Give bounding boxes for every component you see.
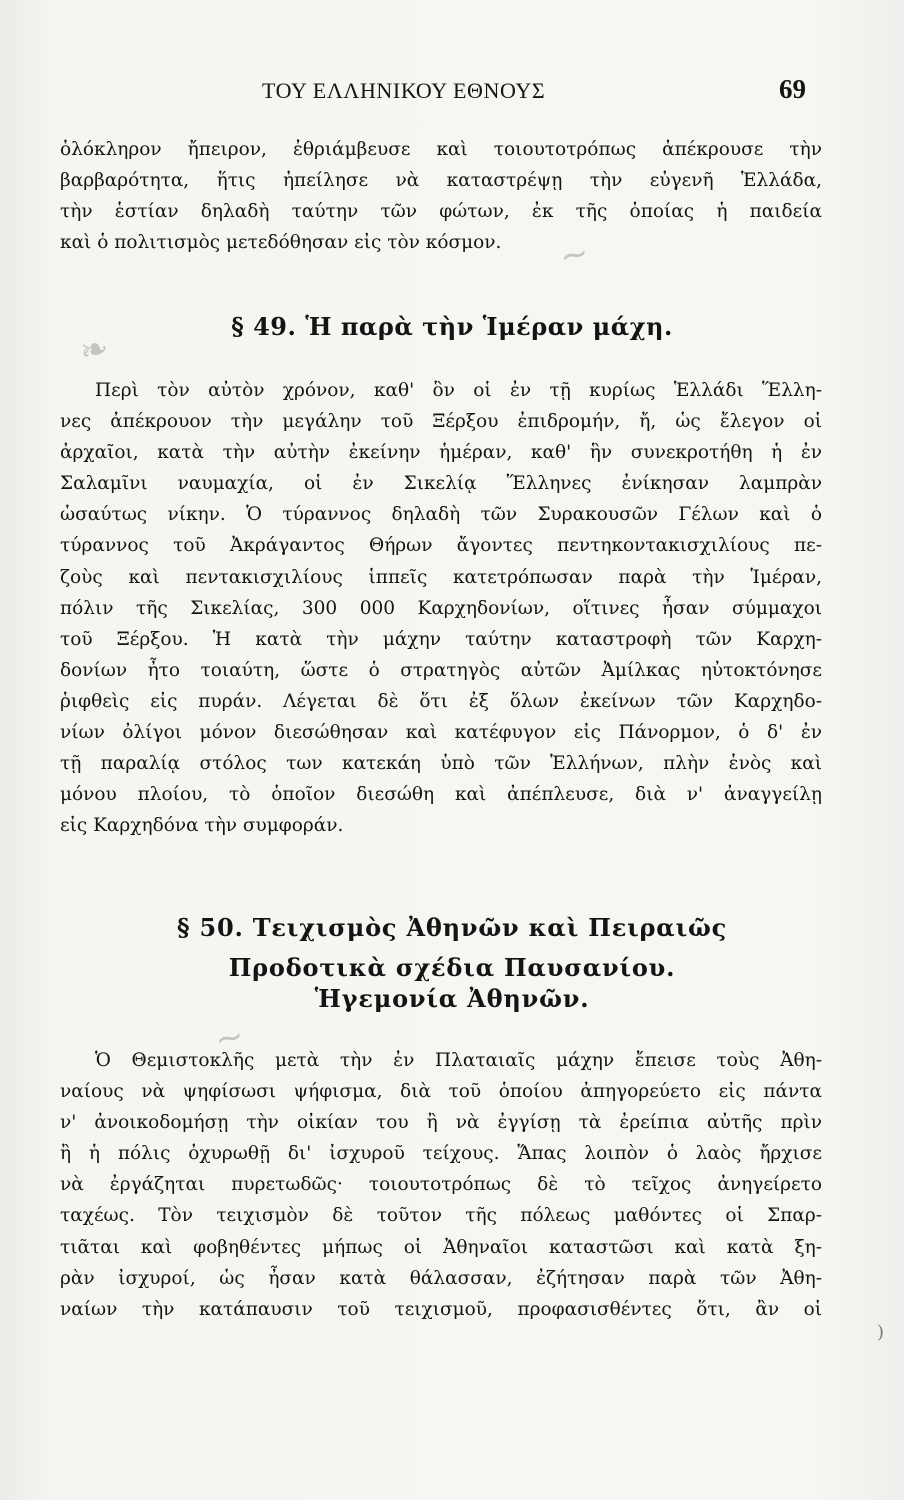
text-line: ταχέως. Τὸν τειχισμὸν δὲ τοῦτον τῆς πόλεως μαθόντες οἱ Σπαρ-	[60, 1205, 822, 1227]
section-50-heading-line2: Προδοτικὰ σχέδια Παυσανίου.	[228, 953, 676, 982]
paragraph-section-50	[60, 1045, 822, 1325]
text-line: Σαλαμῖνι ναυμαχία, οἱ ἐν Σικελίᾳ Ἕλληνες ἐνίκησαν λαμπρὰν	[60, 473, 822, 495]
text-line: τιᾶται καὶ φοβηθέντες μήπως οἱ Ἀθηναῖοι καταστῶσι καὶ κατὰ ξη-	[60, 1236, 822, 1258]
text-line: τύραννος τοῦ Ἀκράγαντος Θήρων ἄγοντες πεντηκοντακισχιλίους πε-	[60, 535, 822, 557]
running-head	[0, 74, 904, 108]
text-line: ὡσαύτως νίκην. Ὁ τύραννος δηλαδὴ τῶν Συρακουσῶν Γέλων καὶ ὁ	[60, 504, 822, 526]
text-line: εἰς Καρχηδόνα τὴν συμφοράν.	[60, 815, 344, 837]
pencil-mark: ❧	[76, 327, 113, 373]
running-title: ΤΟΥ ΕΛΛΗΝΙΚΟΥ ΕΘΝΟΥΣ	[262, 78, 546, 103]
text-line: ὁλόκληρον ἤπειρον, ἐθριάμβευσε καὶ τοιουτοτρόπως ἀπέκρουσε τὴν	[60, 139, 822, 160]
text-line: τοῦ Ξέρξου. Ἡ κατὰ τὴν μάχην ταύτην καταστροφὴ τῶν Καρχη-	[60, 628, 822, 650]
text-line: νὰ ἐργάζηται πυρετωδῶς· τοιουτοτρόπως δὲ τὸ τεῖχος ἀνηγείρετο	[60, 1174, 822, 1196]
text-line: βαρβαρότητα, ἥτις ἠπείλησε νὰ καταστρέψῃ τὴν εὐγενῆ Ἑλλάδα,	[60, 170, 822, 192]
paragraph-continuation	[60, 134, 822, 258]
text-line: ἀρχαῖοι, κατὰ τὴν αὐτὴν ἐκείνην ἡμέραν, καθ' ἣν συνεκροτήθη ἡ ἐν	[60, 442, 822, 464]
pencil-mark: ~	[211, 1015, 248, 1061]
text-line: ζοὺς καὶ πεντακισχιλίους ἱππεῖς κατετρόπωσαν παρὰ τὴν Ἱμέραν,	[60, 566, 822, 588]
paragraph-section-49	[60, 375, 822, 841]
text-line: νίων ὀλίγοι μόνον διεσώθησαν καὶ κατέφυγον εἰς Πάνορμον, ὁ δ' ἐν	[60, 722, 822, 744]
section-50-heading-line3: Ἡγεμονία Ἀθηνῶν.	[314, 984, 590, 1013]
text-line: τὴν ἑστίαν δηλαδὴ ταύτην τῶν φώτων, ἐκ τῆς ὁποίας ἡ παιδεία	[60, 201, 822, 223]
text-line: δονίων ἦτο τοιαύτη, ὥστε ὁ στρατηγὸς αὐτῶν Ἀμίλκας ηὐτοκτόνησε	[60, 659, 822, 681]
page-number: 69	[779, 74, 806, 104]
text-line: ἢ ἡ πόλις ὀχυρωθῇ δι' ἰσχυροῦ τείχους. Ἅπας λοιπὸν ὁ λαὸς ἤρχισε	[60, 1143, 822, 1165]
pencil-mark: ~	[556, 232, 593, 278]
text-line: ν' ἀνοικοδομήσῃ τὴν οἰκίαν του ἢ νὰ ἐγγίσῃ τὰ ἐρείπια αὐτῆς πρὶν	[60, 1112, 822, 1134]
text-line: νες ἀπέκρουον τὴν μεγάλην τοῦ Ξέρξου ἐπιδρομήν, ἤ, ὡς ἔλεγον οἱ	[60, 411, 822, 433]
text-line: τῇ παραλίᾳ στόλος των κατεκάη ὑπὸ τῶν Ἑλλήνων, πλὴν ἑνὸς καὶ	[60, 753, 822, 775]
text-line: Ὁ Θεμιστοκλῆς μετὰ τὴν ἐν Πλαταιαῖς μάχην ἔπεισε τοὺς Ἀθη-	[95, 1050, 822, 1071]
text-line: ρὰν ἰσχυροί, ὡς ἦσαν κατὰ θάλασσαν, ἐζήτησαν παρὰ τῶν Ἀθη-	[60, 1267, 822, 1289]
text-line: μόνου πλοίου, τὸ ὁποῖον διεσώθη καὶ ἀπέπλευσε, διὰ ν' ἀναγγείλῃ	[60, 784, 822, 806]
text-line: ναίων τὴν κατάπαυσιν τοῦ τειχισμοῦ, προφασισθέντες ὅτι, ἂν οἱ	[60, 1298, 822, 1320]
text-line: ῥιφθεὶς εἰς πυράν. Λέγεται δὲ ὅτι ἐξ ὅλων ἐκείνων τῶν Καρχηδο-	[60, 690, 822, 712]
section-50-heading-line1: § 50. Τειχισμὸς Ἀθηνῶν καὶ Πειραιῶς	[176, 913, 728, 942]
text-line: καὶ ὁ πολιτισμὸς μετεδόθησαν εἰς τὸν κόσμον.	[60, 232, 502, 254]
text-line: Περὶ τὸν αὐτὸν χρόνον, καθ' ὃν οἱ ἐν τῇ κυρίως Ἑλλάδι Ἕλλη-	[95, 380, 822, 401]
section-49-heading: § 49. Ἡ παρὰ τὴν Ἱμέραν μάχη.	[231, 312, 673, 341]
edge-mark: )	[876, 1322, 884, 1343]
text-line: πόλιν τῆς Σικελίας, 300 000 Καρχηδονίων, οἵτινες ἦσαν σύμμαχοι	[60, 597, 822, 619]
text-line: ναίους νὰ ψηφίσωσι ψήφισμα, διὰ τοῦ ὁποίου ἀπηγορεύετο εἰς πάντα	[60, 1081, 822, 1103]
